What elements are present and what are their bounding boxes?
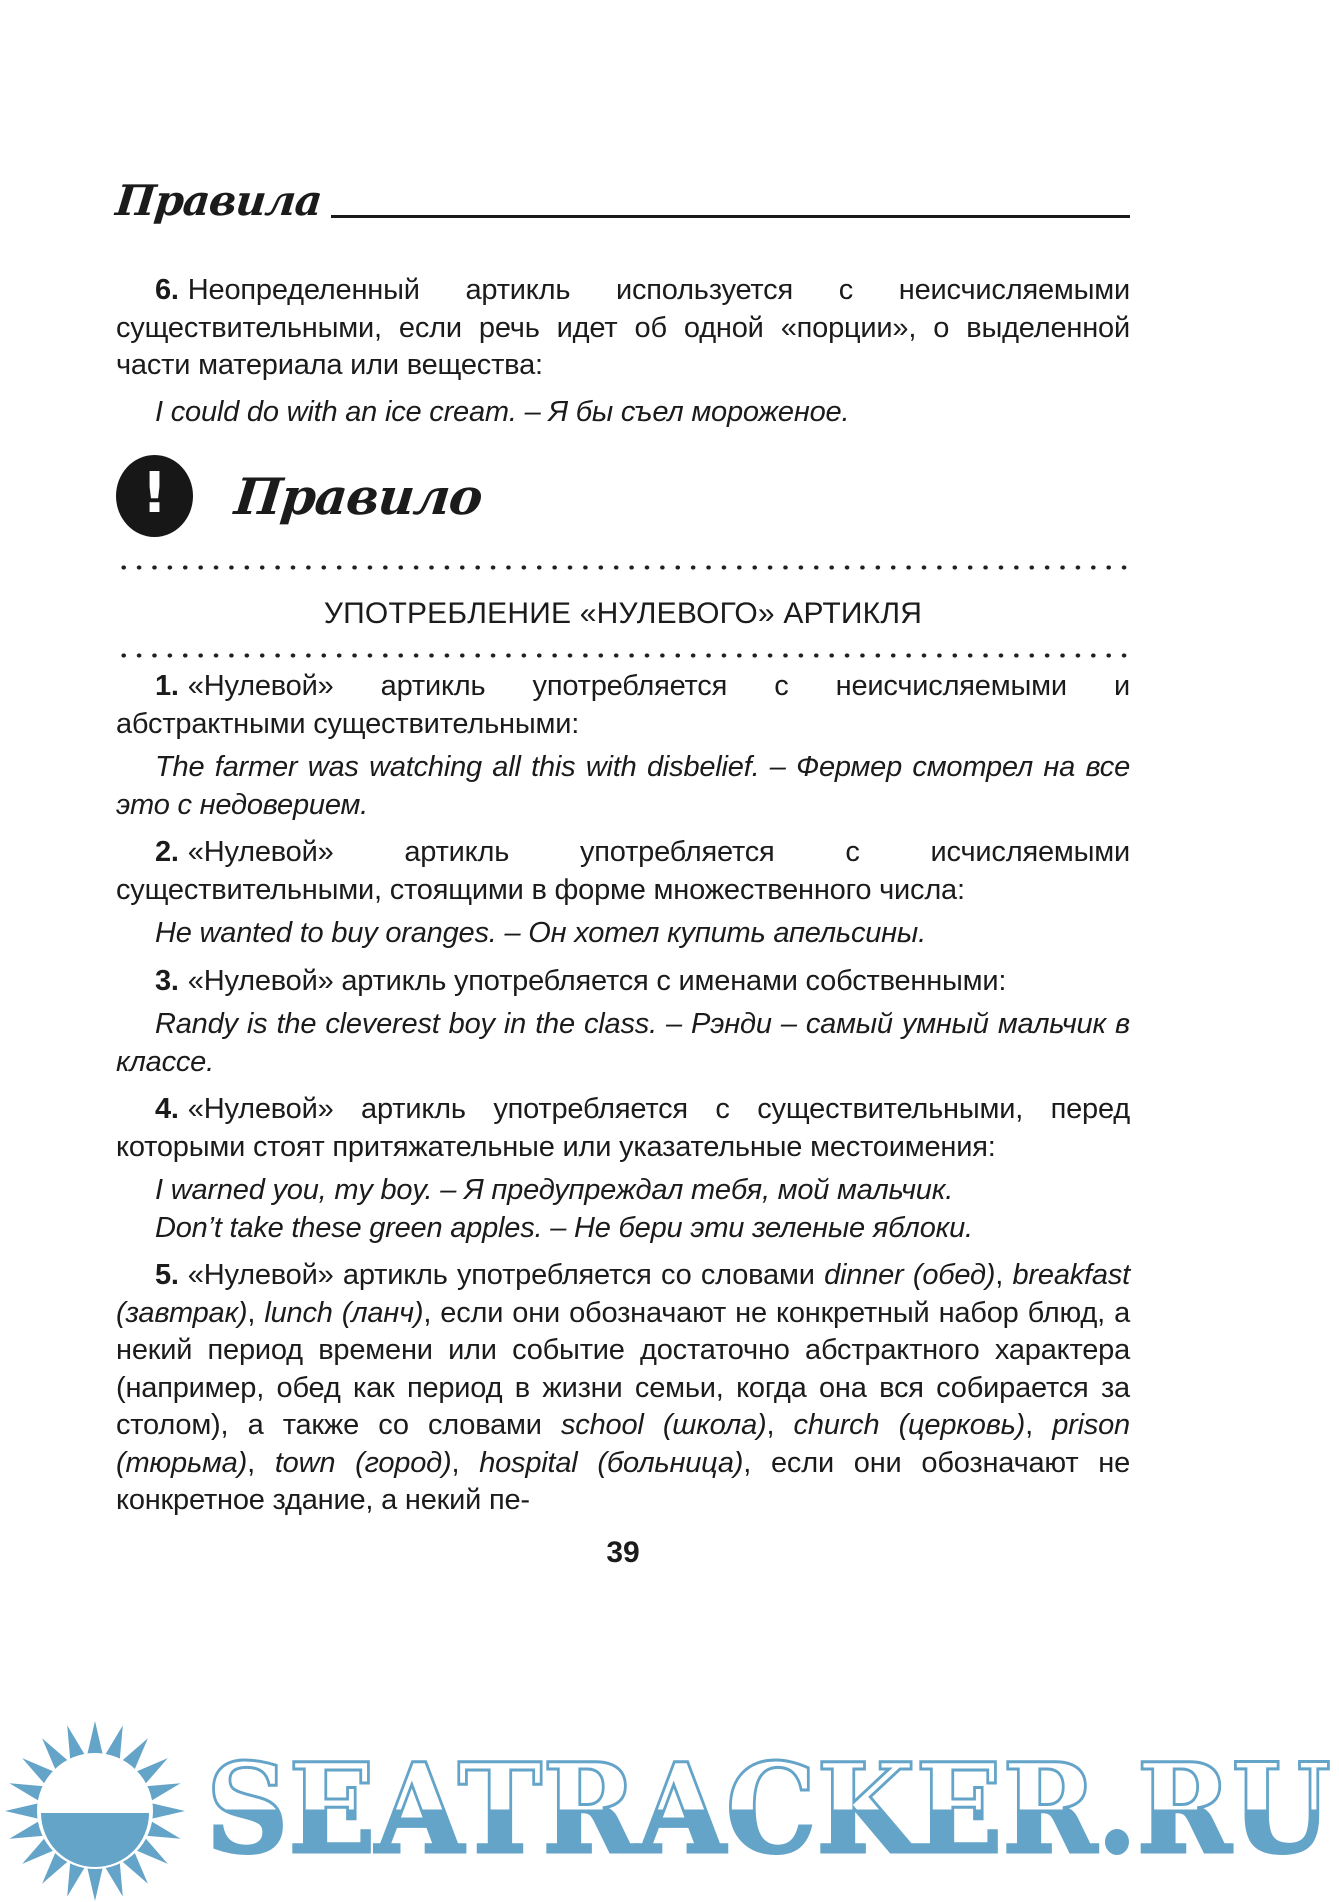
rule-text: «Нулевой» артикль употребляется с существительными, перед которыми стоят притяжательные или указательные местоимения: (116, 1093, 1130, 1163)
watermark (0, 1708, 1339, 1902)
rule-number: 5. (155, 1259, 179, 1291)
rule-item-5 (116, 1257, 1130, 1520)
rule-text: «Нулевой» артикль употребляется с именами собственными: (187, 964, 1007, 997)
rule-item-1 (116, 668, 1130, 743)
rule-item-2 (116, 834, 1130, 909)
rule-text: «Нулевой» артикль употребляется с исчисляемыми существительными, стоящими в форме множественного числа: (116, 836, 1130, 906)
rule-banner (116, 455, 1130, 537)
page-number: 39 (606, 1535, 640, 1569)
book-page (0, 168, 1339, 1571)
example-sentence: I warned you, my boy. – Я предупреждал тебя, мой мальчик. (155, 1174, 954, 1206)
paragraph-number: 6. (155, 274, 179, 306)
dotted-divider-bottom (116, 653, 1130, 658)
example-sentence: I could do with an ice cream. – Я бы съел мороженое. (155, 395, 850, 428)
page-header (113, 168, 1130, 225)
paragraph-text: Неопределенный артикль используется с неисчисляемыми существительными, если речь идет об одной «порции», о выделенной части материала или вещества: (116, 274, 1130, 381)
watermark-text: SEATRACKER.RU (206, 1737, 1331, 1882)
sun-icon (5, 1721, 185, 1901)
header-underline (331, 215, 1130, 218)
example-sentence: Don’t take these green apples. – Не бери эти зеленые яблоки. (155, 1211, 973, 1244)
paragraph-6 (116, 272, 1130, 385)
rule-number: 1. (155, 670, 179, 702)
rule-number: 2. (155, 836, 179, 868)
rule-item-3 (116, 963, 1130, 1001)
section-title: УПОТРЕБЛЕНИЕ «НУЛЕВОГО» АРТИКЛЯ (323, 597, 923, 630)
rule-banner-label: Правило (231, 466, 485, 526)
example-sentence: He wanted to buy oranges. – Он хотел купить апельсины. (155, 917, 926, 949)
rule-item-4 (116, 1091, 1130, 1166)
dotted-divider-top (116, 565, 1130, 570)
rule-text: «Нулевой» артикль употребляется со словами dinner (обед), breakfast (завтрак), lunch (ланч), если они обозначают не конкретный набор блюд, а некий период времени или событие достаточно абстрактного характера (например, обед как период в жизни семьи, когда она вся собирается за столом), а также со словами school (школа), church (церковь), prison (тюрьма), town (город), hospital (больница), если они обозначают не конкретное здание, а некий пе- (116, 1259, 1131, 1516)
rule-text: «Нулевой» артикль употребляется с неисчисляемыми и абстрактными существительными: (116, 670, 1130, 740)
header-script-title: Правила (113, 176, 324, 225)
example-sentence: The farmer was watching all this with disbelief. – Фермер смотрел на все это с недоверием. (116, 751, 1130, 821)
exclamation-icon: ! (116, 455, 193, 537)
rule-number: 4. (155, 1093, 179, 1125)
rule-number: 3. (155, 964, 179, 997)
example-sentence: Randy is the cleverest boy in the class. – Рэнди – самый умный мальчик в классе. (116, 1008, 1130, 1078)
